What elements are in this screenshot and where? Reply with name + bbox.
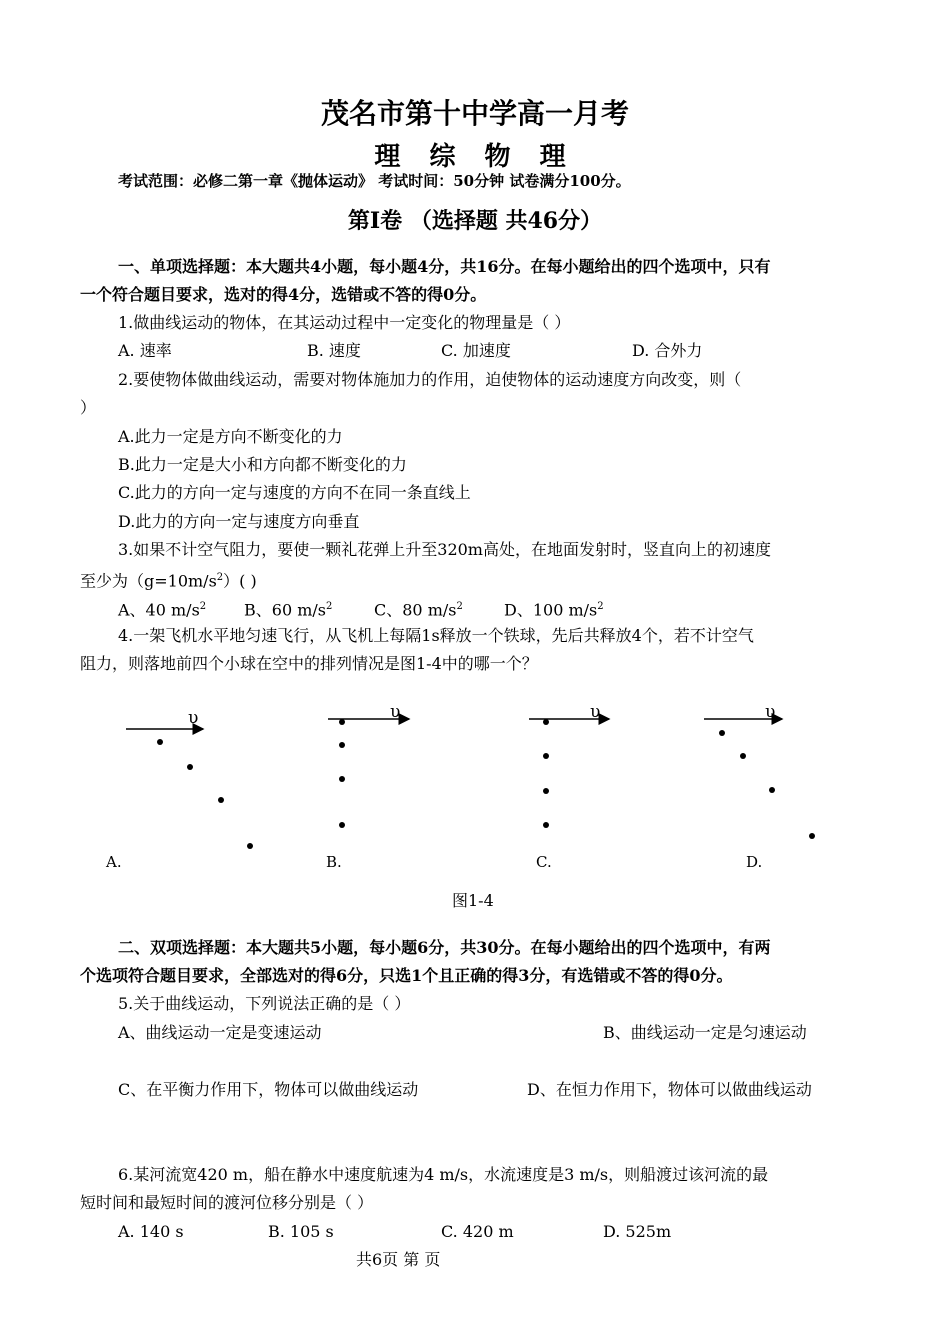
q1-option-a: A. 速率 [118, 341, 172, 360]
figure-option-c [529, 702, 609, 871]
ball-c-3 [543, 788, 549, 794]
velocity-symbol-a: υ [188, 708, 199, 728]
figure-label-a: A. [106, 853, 122, 871]
q3-option-b: B、60 $m/s^2$ [244, 600, 333, 620]
ball-b-4 [339, 822, 345, 828]
q5-option-a: A、曲线运动一定是变速运动 [118, 1023, 322, 1042]
q2-option-b: B.此力一定是大小和方向都不断变化的力 [118, 455, 407, 474]
q1-stem: 1.做曲线运动的物体，在其运动过程中一定变化的物理量是（ ） [118, 313, 571, 332]
figure-option-a [105, 708, 253, 871]
ball-d-2 [740, 753, 746, 759]
q3-stem-superscript: 2 [216, 572, 224, 583]
velocity-symbol-c: υ [590, 702, 601, 722]
q3-option-d: D、100 $m/s^2$ [504, 600, 604, 620]
figure-caption: 图1-4 [452, 891, 494, 910]
velocity-symbol-b: υ [390, 702, 401, 722]
q5-option-b: B、曲线运动一定是匀速运动 [603, 1023, 807, 1042]
q3-stem-line2-prefix: 至少为（g=10m/s [80, 571, 217, 591]
q5-stem: 5.关于曲线运动，下列说法正确的是（ ） [118, 994, 411, 1013]
velocity-symbol-d: υ [765, 702, 776, 722]
q6-stem-line2: 短时间和最短时间的渡河位移分别是（ ） [80, 1193, 374, 1212]
subject-title: 理 综 物 理 [374, 142, 576, 172]
q6-option-d: D. 525m [603, 1222, 672, 1241]
q5-option-c: C、在平衡力作用下，物体可以做曲线运动 [118, 1080, 419, 1099]
q6-option-b: B. 105 s [268, 1222, 334, 1241]
q3-option-a: A、40 $m/s^2$ [118, 600, 207, 620]
q2-option-a: A.此力一定是方向不断变化的力 [118, 427, 343, 446]
section2-instruction-line1: 二、双项选择题：本大题共5小题，每小题6分，共30分。在每小题给出的四个选项中，有两 [118, 938, 771, 957]
part-title: 第I卷 （选择题 共46分） [347, 208, 603, 234]
q3-option-c: C、80 $m/s^2$ [374, 600, 463, 620]
q5-option-d: D、在恒力作用下，物体可以做曲线运动 [527, 1080, 812, 1099]
ball-b-1 [339, 719, 345, 725]
exam-scope-line: 考试范围：必修二第一章《抛体运动》 考试时间：50分钟 试卷满分100分。 [118, 172, 631, 190]
section1-instruction-line1: 一、单项选择题：本大题共4小题，每小题4分，共16分。在每小题给出的四个选项中，只有 [118, 257, 771, 276]
figure-option-b [326, 702, 409, 871]
figure-label-d: D. [746, 853, 763, 871]
q1-option-b: B. 速度 [307, 341, 361, 360]
ball-a-1 [157, 739, 163, 745]
q2-stem-line2: ） [80, 398, 97, 417]
section1-instruction-line2: 一个符合题目要求，选对的得4分，选错或不答的得0分。 [80, 285, 487, 304]
q1-option-d: D. 合外力 [632, 341, 703, 360]
figure-option-d [704, 702, 815, 871]
q3-stem-line1: 3.如果不计空气阻力，要使一颗礼花弹上升至320m高处，在地面发射时，竖直向上的初速度 [118, 540, 771, 559]
q2-option-d: D.此力的方向一定与速度方向垂直 [118, 512, 360, 531]
ball-b-2 [339, 742, 345, 748]
ball-b-3 [339, 776, 345, 782]
ball-a-4 [247, 843, 253, 849]
figure-1-4 [0, 700, 950, 880]
ball-c-1 [543, 719, 549, 725]
q6-stem-line1: 6.某河流宽420 m，船在静水中速度航速为4 m/s，水流速度是3 m/s，则船渡过该河流的最 [118, 1165, 769, 1184]
q6-option-a: A. 140 s [118, 1222, 184, 1241]
ball-d-3 [769, 787, 775, 793]
figure-label-c: C. [536, 853, 552, 871]
q1-option-c: C. 加速度 [441, 341, 511, 360]
q2-stem-line1: 2.要使物体做曲线运动，需要对物体施加力的作用，迫使物体的运动速度方向改变，则（ [118, 370, 742, 389]
section2-instruction-line2: 个选项符合题目要求，全部选对的得6分，只选1个且正确的得3分，有选错或不答的得0分。 [80, 966, 733, 985]
q4-stem-line1: 4.一架飞机水平地匀速飞行，从飞机上每隔1s释放一个铁球，先后共释放4个，若不计空气 [118, 626, 754, 645]
figure-label-b: B. [326, 853, 342, 871]
ball-c-2 [543, 753, 549, 759]
q6-option-c: C. 420 m [441, 1222, 514, 1241]
ball-c-4 [543, 822, 549, 828]
school-title: 茂名市第十中学高一月考 [320, 97, 629, 130]
page-footer: 共6页 第 页 [356, 1250, 441, 1269]
ball-a-2 [187, 764, 193, 770]
ball-d-4 [809, 833, 815, 839]
ball-a-3 [218, 797, 224, 803]
ball-d-1 [719, 730, 725, 736]
q4-stem-line2: 阻力，则落地前四个小球在空中的排列情况是图1-4中的哪一个？ [80, 654, 538, 673]
q3-stem-line2 [80, 564, 257, 595]
q2-option-c: C.此力的方向一定与速度的方向不在同一条直线上 [118, 483, 471, 502]
q3-stem-line2-suffix: ）( ) [223, 571, 257, 591]
